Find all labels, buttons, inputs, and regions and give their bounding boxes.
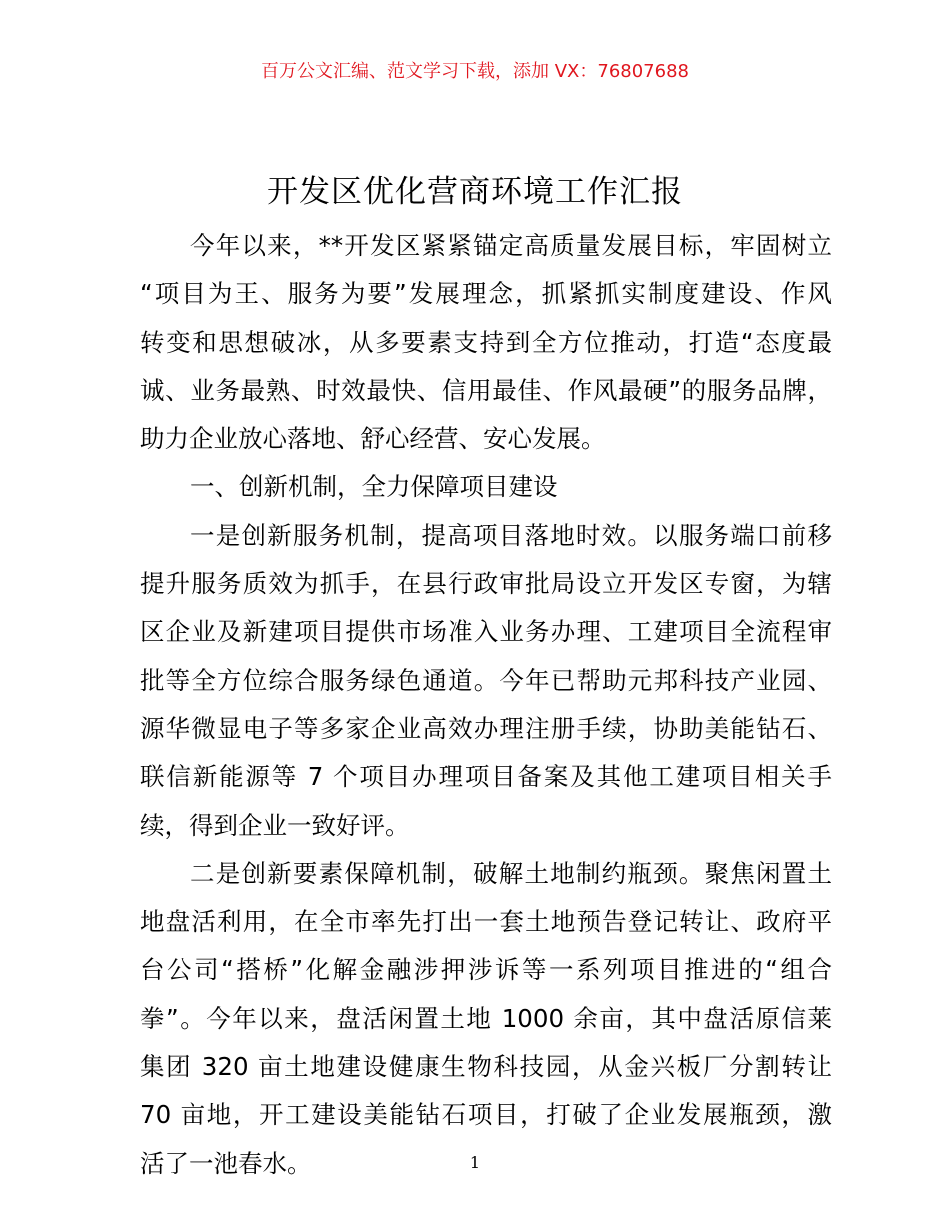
paragraph-line: 活了一池春水。 bbox=[140, 1148, 312, 1178]
paragraph-line: 拳”。今年以来，盘活闲置土地 1000 余亩，其中盘活原信莱 bbox=[140, 1003, 832, 1033]
paragraph-line: 源华微显电子等多家企业高效办理注册手续，协助美能钻石、 bbox=[140, 713, 832, 743]
paragraph-line: 续，得到企业一致好评。 bbox=[140, 810, 410, 840]
paragraph-line: 联信新能源等 7 个项目办理项目备案及其他工建项目相关手 bbox=[140, 762, 832, 792]
paragraph-line: 区企业及新建项目提供市场准入业务办理、工建项目全流程审 bbox=[140, 617, 832, 647]
paragraph-line: 70 亩地，开工建设美能钻石项目，打破了企业发展瓶颈，激 bbox=[140, 1100, 832, 1130]
paragraph-line: 地盘活利用，在全市率先打出一套土地预告登记转让、政府平 bbox=[140, 907, 832, 937]
paragraph-line: 集团 320 亩土地建设健康生物科技园，从金兴板厂分割转让 bbox=[140, 1052, 832, 1082]
watermark-header: 百万公文汇编、范文学习下载，添加 VX：76807688 bbox=[261, 61, 689, 82]
document-body bbox=[140, 222, 832, 1188]
paragraph-line: 一、创新机制，全力保障项目建设 bbox=[190, 472, 558, 502]
paragraph-line: 一是创新服务机制，提高项目落地时效。以服务端口前移 bbox=[190, 520, 832, 550]
paragraph-line: 今年以来，**开发区紧紧锚定高质量发展目标，牢固树立 bbox=[190, 231, 832, 260]
page-number: 1 bbox=[469, 1153, 481, 1172]
paragraph-line: 诚、业务最熟、时效最快、信用最佳、作风最硬”的服务品牌， bbox=[140, 375, 832, 405]
paragraph-line: 台公司“搭桥”化解金融涉押涉诉等一系列项目推进的“组合 bbox=[140, 955, 832, 985]
paragraph-line: 提升服务质效为抓手，在县行政审批局设立开发区专窗，为辖 bbox=[140, 569, 832, 599]
paragraph-line: 二是创新要素保障机制，破解土地制约瓶颈。聚焦闲置土 bbox=[190, 858, 832, 888]
paragraph-line: 助力企业放心落地、舒心经营、安心发展。 bbox=[140, 424, 606, 454]
paragraph-line: 批等全方位综合服务绿色通道。今年已帮助元邦科技产业园、 bbox=[140, 665, 832, 695]
paragraph-line: “项目为王、服务为要”发展理念，抓紧抓实制度建设、作风 bbox=[140, 279, 832, 309]
paragraph-line: 转变和思想破冰，从多要素支持到全方位推动，打造“态度最 bbox=[140, 327, 832, 357]
document-title: 开发区优化营商环境工作汇报 bbox=[267, 174, 683, 210]
